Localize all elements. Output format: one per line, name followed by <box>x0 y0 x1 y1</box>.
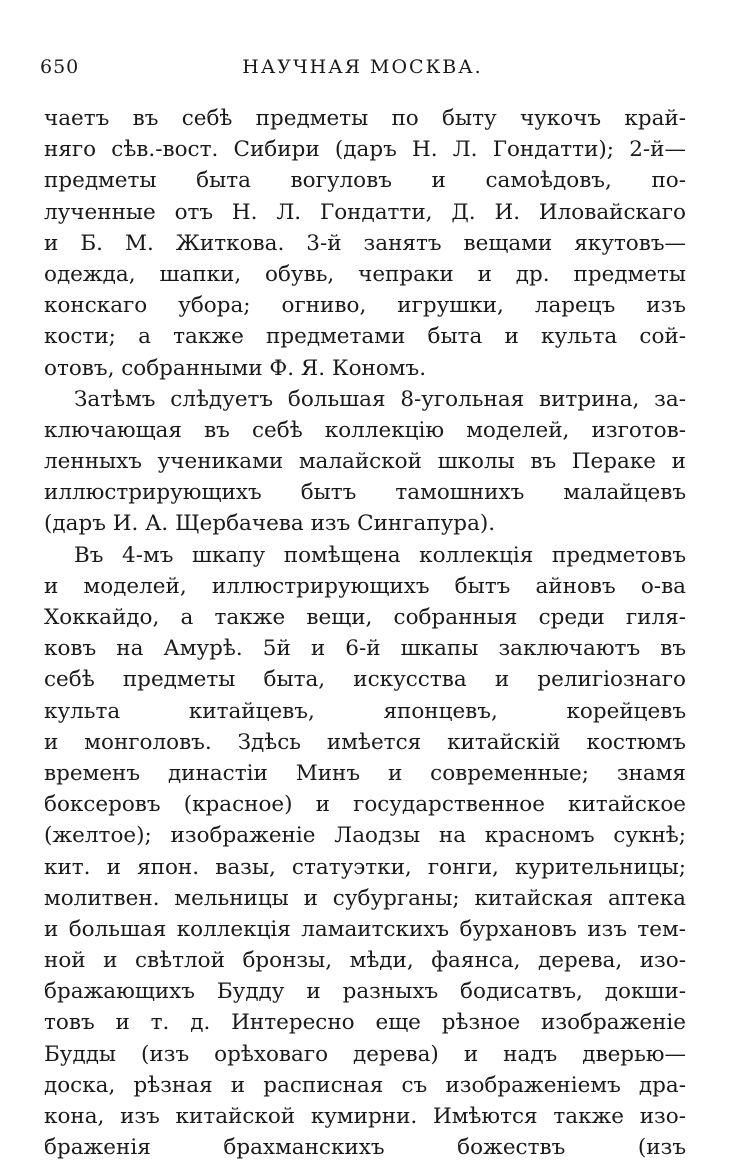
text-line: лученные отъ Н. Л. Гондатти, Д. И. Иловайскаго <box>44 199 686 225</box>
text-line: ключающая въ себѣ коллекцію моделей, изготов- <box>44 417 686 443</box>
text-line: ковъ на Амурѣ. 5й и 6-й шкапы заключаютъ въ <box>44 636 686 662</box>
text-line: Хоккайдо, а также вещи, собранныя среди гиля- <box>44 605 686 630</box>
text-line: и моделей, иллюстрирующихъ бытъ айновъ о-ва <box>44 573 686 599</box>
text-line: одежда, шапки, обувь, чепраки и др. предметы <box>44 261 686 287</box>
text-line: ной и свѣтлой бронзы, мѣди, фаянса, дерева, изо- <box>44 948 686 974</box>
text-line: кона, изъ китайской кумирни. Имѣются также изо- <box>44 1104 686 1129</box>
page-number: 650 <box>40 56 80 78</box>
text-line: браженія брахманскихъ божествъ (изъ <box>44 1135 686 1161</box>
text-line: Затѣмъ слѣдуетъ большая 8-угольная витрина, за- <box>74 386 686 412</box>
text-line: себѣ предметы быта, искусства и религіознаго <box>44 667 686 693</box>
text-line: чаетъ въ себѣ предметы по быту чукочъ край- <box>44 106 686 131</box>
text-line: и монголовъ. Здѣсь имѣется китайскій костюмъ <box>44 729 686 755</box>
text-line: временъ династіи Минъ и современные; знамя <box>44 760 686 786</box>
text-line: кит. и япон. вазы, статуэтки, гонги, курительницы; <box>44 854 686 880</box>
text-line: Будды (изъ орѣховаго дерева) и надъ дверью— <box>44 1041 686 1067</box>
text-line: предметы быта вогуловъ и самоѣдовъ, по- <box>44 168 686 194</box>
text-line: (желтое); изображеніе Лаодзы на красномъ сукнѣ; <box>44 823 686 849</box>
text-line: бражающихъ Будду и разныхъ бодисатвъ, докши- <box>44 979 686 1005</box>
text-line: Въ 4-мъ шкапу помѣщена коллекція предметовъ <box>74 542 686 568</box>
running-head <box>40 56 685 86</box>
text-line: культа китайцевъ, японцевъ, корейцевъ <box>44 698 686 724</box>
text-line: ленныхъ учениками малайской школы въ Пераке и <box>44 449 686 475</box>
text-line: кости; а также предметами быта и культа сой- <box>44 324 686 350</box>
text-line: и Б. М. Житкова. 3-й занятъ вещами якутовъ— <box>44 230 686 256</box>
text-line: няго сѣв.-вост. Сибири (даръ Н. Л. Гондатти); 2-й— <box>44 137 686 163</box>
text-line: иллюстрирующихъ бытъ тамошнихъ малайцевъ <box>44 480 686 506</box>
text-line: отовъ, собранными Ф. Я. Кономъ. <box>44 355 427 381</box>
text-line: и большая коллекція ламаитскихъ бурхановъ изъ тем- <box>44 916 686 942</box>
running-title: НАУЧНАЯ МОСКВА. <box>242 56 483 78</box>
text-line: молитвен. мельницы и субурганы; китайская аптека <box>44 885 686 911</box>
text-line: доска, рѣзная и расписная съ изображеніемъ дра- <box>44 1072 686 1098</box>
text-line: конскаго убора; огниво, игрушки, ларецъ изъ <box>44 293 686 319</box>
text-line: товъ и т. д. Интересно еще рѣзное изображеніе <box>44 1010 686 1036</box>
text-line: боксеровъ (красное) и государственное китайское <box>44 792 686 818</box>
body-text <box>44 103 686 1163</box>
text-line: (даръ И. А. Щербачева изъ Сингапура). <box>44 511 496 537</box>
